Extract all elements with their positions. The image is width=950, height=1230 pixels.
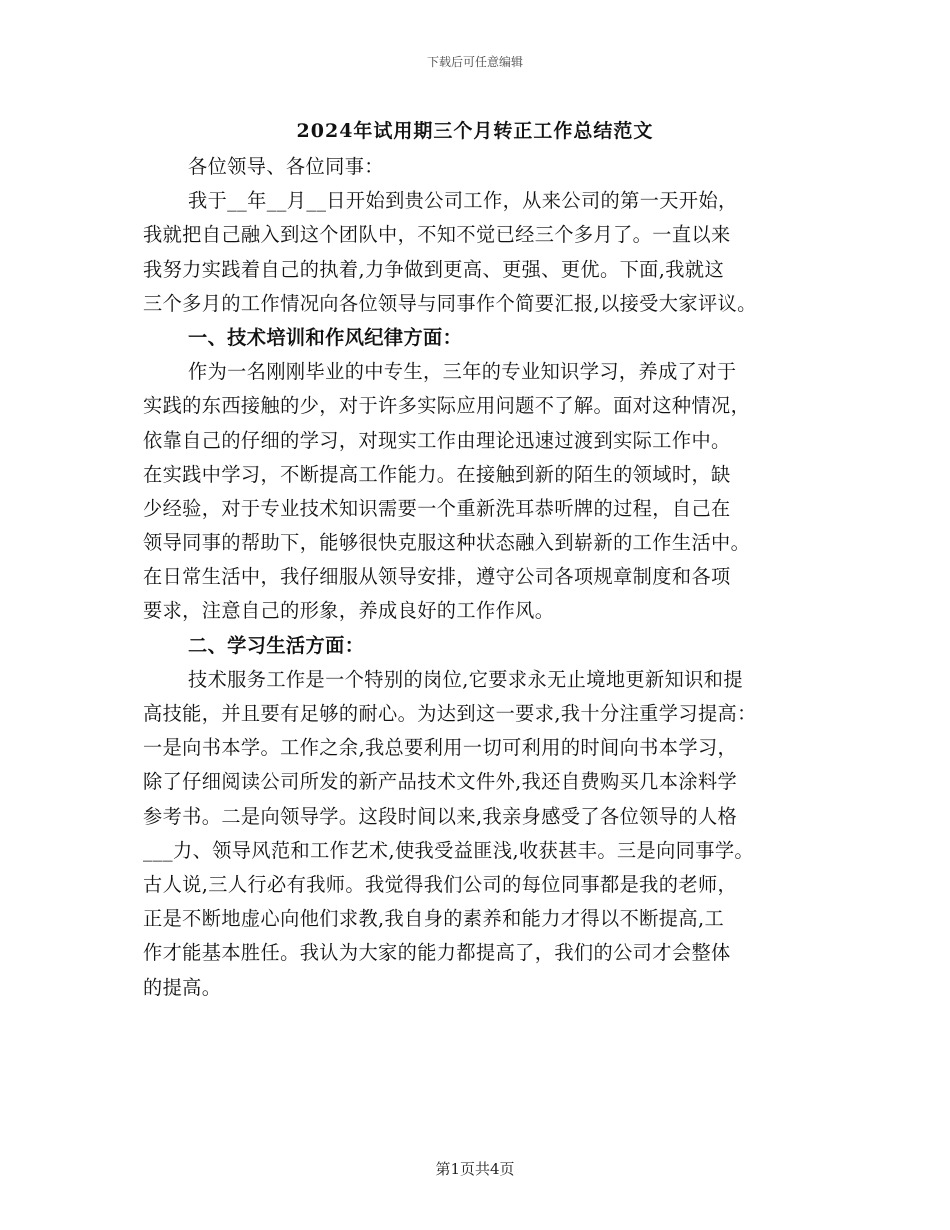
body-text-line: 在实践中学习，不断提高工作能力。在接触到新的陌生的领域时，缺	[143, 462, 731, 486]
section-heading: 一、技术培训和作风纪律方面：	[188, 325, 463, 349]
header-note: 下载后可任意编辑	[426, 55, 523, 69]
document-title: 2024年试用期三个月转正工作总结范文	[296, 120, 654, 142]
body-text-line: 要求，注意自己的形象，养成良好的工作作风。	[143, 599, 555, 623]
body-text-line: 三个多月的工作情况向各位领导与同事作个简要汇报,以接受大家评议。	[143, 291, 757, 315]
body-text-line: 的提高。	[143, 975, 222, 999]
body-text-line: 我就把自己融入到这个团队中，不知不觉已经三个多月了。一直以来	[143, 223, 731, 247]
page-number-footer: 第1页共4页	[435, 1160, 515, 1178]
body-text-line: 除了仔细阅读公司所发的新产品技术文件外,我还自费购买几本涂料学	[143, 770, 738, 794]
body-text-line: 技术服务工作是一个特别的岗位,它要求永无止境地更新知识和提	[188, 667, 743, 691]
body-text-line: 正是不断地虚心向他们求教,我自身的素养和能力才得以不断提高,工	[143, 907, 725, 931]
body-text-line: 各位领导、各位同事：	[188, 155, 384, 178]
body-text-line: 依靠自己的仔细的学习，对现实工作由理论迅速过渡到实际工作中。	[143, 428, 731, 452]
body-text-line: 实践的东西接触的少，对于许多实际应用问题不了解。面对这种情况，	[143, 394, 751, 418]
body-text-line: 领导同事的帮助下，能够很快克服这种状态融入到崭新的工作生活中。	[143, 531, 751, 555]
body-text-line: 一是向书本学。工作之余,我总要利用一切可利用的时间向书本学习，	[143, 736, 738, 760]
body-text-line: 少经验，对于专业技术知识需要一个重新洗耳恭听牌的过程，自己在	[143, 496, 731, 520]
body-text-line: ___力、领导风范和工作艺术,使我受益匪浅,收获甚丰。三是向同事学。	[143, 838, 755, 862]
body-text-line: 古人说,三人行必有我师。我觉得我们公司的每位同事都是我的老师，	[143, 872, 738, 896]
body-text-line: 我努力实践着自己的执着,力争做到更高、更强、更优。下面,我就这	[143, 257, 725, 281]
body-text-line: 高技能，并且要有足够的耐心。为达到这一要求,我十分注重学习提高：	[143, 702, 757, 725]
body-text-line: 我于__年__月__日开始到贵公司工作，从来公司的第一天开始，	[188, 189, 738, 213]
body-text-line: 作才能基本胜任。我认为大家的能力都提高了，我们的公司才会整体	[143, 941, 731, 965]
document-body	[143, 150, 833, 1005]
body-text-line: 在日常生活中，我仔细服从领导安排，遵守公司各项规章制度和各项	[143, 565, 731, 589]
body-text-line: 参考书。二是向领导学。这段时间以来,我亲身感受了各位领导的人格	[143, 804, 738, 828]
section-heading: 二、学习生活方面：	[188, 633, 365, 657]
body-text-line: 作为一名刚刚毕业的中专生，三年的专业知识学习，养成了对于	[188, 360, 737, 384]
